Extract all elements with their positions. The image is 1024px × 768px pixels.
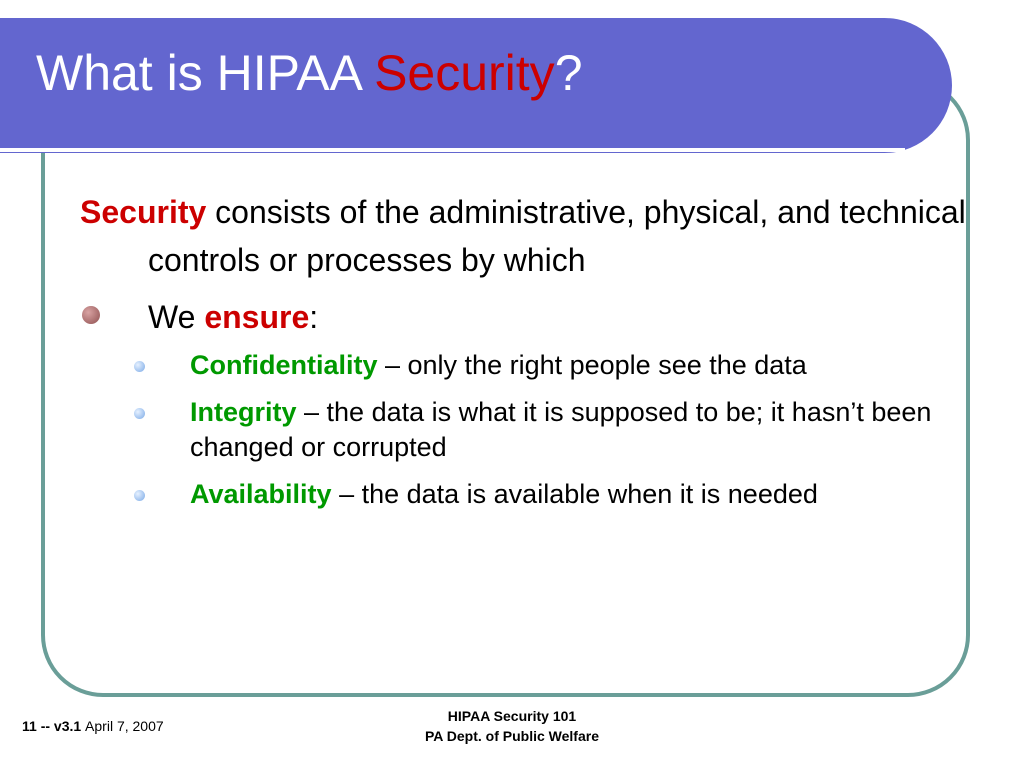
footer-course-info (362, 706, 662, 746)
title-underline (0, 148, 905, 152)
list-item-confidentiality (130, 348, 960, 383)
slide-title (36, 46, 583, 101)
sub-bullet-dot-icon (134, 408, 145, 419)
title-suffix: ? (554, 45, 583, 101)
title-highlight: Security (374, 45, 555, 101)
bullet-suffix: : (309, 299, 319, 335)
item-text: – only the right people see the data (377, 350, 807, 380)
item-text: – the data is what it is supposed to be; it hasn’t been changed or corrupted (190, 397, 932, 462)
footer-slide-info (22, 718, 164, 734)
item-term: Availability (190, 479, 332, 509)
sub-bullet-dot-icon (134, 490, 145, 501)
sub-bullet-list (130, 348, 960, 524)
sub-bullet-dot-icon (134, 361, 145, 372)
slide-version: 11 -- v3.1 (22, 718, 82, 734)
bullet-dot-icon (82, 306, 100, 324)
intro-term: Security (80, 194, 207, 230)
list-item-integrity (130, 395, 960, 465)
bullet-text (148, 295, 318, 339)
item-term: Integrity (190, 397, 297, 427)
intro-paragraph (80, 188, 1024, 284)
list-item-availability (130, 477, 960, 512)
bullet-emphasis: ensure (204, 299, 310, 335)
footer-course: HIPAA Security 101 (447, 708, 577, 724)
footer-date: April 7, 2007 (85, 718, 164, 734)
footer-department: PA Dept. of Public Welfare (425, 728, 599, 744)
item-term: Confidentiality (190, 350, 378, 380)
intro-text: consists of the administrative, physical, and technical controls or processes by which (148, 194, 966, 278)
title-prefix: What is HIPAA (36, 45, 375, 101)
bullet-prefix: We (148, 299, 205, 335)
item-text: – the data is available when it is needed (331, 479, 818, 509)
